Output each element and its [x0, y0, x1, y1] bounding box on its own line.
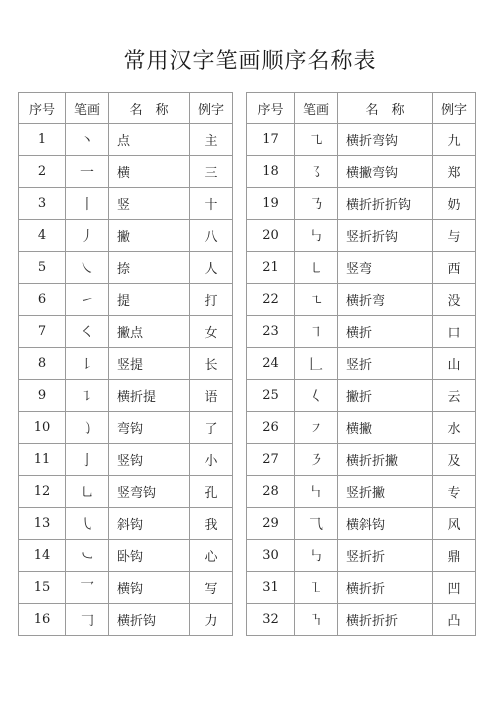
row-number: 28 [247, 476, 295, 508]
table-row [19, 444, 233, 476]
row-number: 18 [247, 156, 295, 188]
example-char: 水 [433, 412, 476, 444]
stroke-name: 竖折 [338, 348, 433, 380]
stroke-glyph: ㇙ [66, 348, 109, 380]
stroke-name: 点 [109, 124, 190, 156]
table-row [247, 252, 476, 284]
stroke-glyph: ㇉ [295, 540, 338, 572]
row-number: 11 [19, 444, 66, 476]
stroke-name: 捺 [109, 252, 190, 284]
header-num: 序号 [247, 93, 295, 124]
row-number: 31 [247, 572, 295, 604]
table-header-row [19, 93, 233, 124]
row-number: 5 [19, 252, 66, 284]
stroke-glyph: ㇇ [295, 412, 338, 444]
stroke-name: 横斜钩 [338, 508, 433, 540]
example-char: 及 [433, 444, 476, 476]
table-row [19, 604, 233, 636]
table-row [19, 540, 233, 572]
stroke-name: 横折弯钩 [338, 124, 433, 156]
table-row [19, 124, 233, 156]
stroke-table-left [18, 92, 233, 636]
stroke-name: 横撇 [338, 412, 433, 444]
table-header-row [247, 93, 476, 124]
stroke-name: 横折折折钩 [338, 188, 433, 220]
stroke-name: 横折折 [338, 572, 433, 604]
header-example: 例字 [433, 93, 476, 124]
stroke-name: 竖提 [109, 348, 190, 380]
header-name: 名 称 [109, 93, 190, 124]
stroke-glyph: ㇛ [66, 316, 109, 348]
stroke-glyph: ㇃ [66, 540, 109, 572]
example-char: 山 [433, 348, 476, 380]
stroke-name: 竖钩 [109, 444, 190, 476]
stroke-glyph: ㇌ [295, 156, 338, 188]
row-number: 3 [19, 188, 66, 220]
stroke-glyph: 丨 [66, 188, 109, 220]
example-char: 力 [190, 604, 233, 636]
row-number: 17 [247, 124, 295, 156]
example-char: 凹 [433, 572, 476, 604]
table-row [247, 348, 476, 380]
table-row [19, 476, 233, 508]
row-number: 10 [19, 412, 66, 444]
stroke-glyph: ㇟ [66, 476, 109, 508]
example-char: 主 [190, 124, 233, 156]
stroke-glyph: 丿 [66, 220, 109, 252]
stroke-name: 横折 [338, 316, 433, 348]
example-char: 风 [433, 508, 476, 540]
table-row [247, 124, 476, 156]
stroke-name: 横折钩 [109, 604, 190, 636]
row-number: 30 [247, 540, 295, 572]
stroke-name: 竖折撇 [338, 476, 433, 508]
stroke-name: 撇 [109, 220, 190, 252]
stroke-glyph: ㇋ [295, 444, 338, 476]
stroke-glyph: ㇏ [66, 252, 109, 284]
table-row [19, 284, 233, 316]
stroke-name: 提 [109, 284, 190, 316]
row-number: 9 [19, 380, 66, 412]
example-char: 女 [190, 316, 233, 348]
example-char: 奶 [433, 188, 476, 220]
table-row [247, 572, 476, 604]
example-char: 凸 [433, 604, 476, 636]
table-row [19, 220, 233, 252]
header-example: 例字 [190, 93, 233, 124]
stroke-glyph: 一 [66, 156, 109, 188]
row-number: 22 [247, 284, 295, 316]
stroke-glyph: ㇂ [66, 508, 109, 540]
stroke-name: 横折折撇 [338, 444, 433, 476]
example-char: 十 [190, 188, 233, 220]
example-char: 专 [433, 476, 476, 508]
table-row [247, 316, 476, 348]
row-number: 4 [19, 220, 66, 252]
table-row [247, 476, 476, 508]
stroke-name: 竖折折钩 [338, 220, 433, 252]
stroke-name: 卧钩 [109, 540, 190, 572]
example-char: 与 [433, 220, 476, 252]
stroke-name: 撇折 [338, 380, 433, 412]
stroke-glyph: ㇉ [295, 220, 338, 252]
header-stroke: 笔画 [295, 93, 338, 124]
row-number: 32 [247, 604, 295, 636]
table-row [247, 380, 476, 412]
stroke-glyph: ㇡ [295, 188, 338, 220]
table-row [19, 572, 233, 604]
table-row [19, 252, 233, 284]
example-char: 孔 [190, 476, 233, 508]
row-number: 13 [19, 508, 66, 540]
example-char: 云 [433, 380, 476, 412]
example-char: 语 [190, 380, 233, 412]
row-number: 8 [19, 348, 66, 380]
row-number: 16 [19, 604, 66, 636]
table-row [247, 284, 476, 316]
stroke-name: 弯钩 [109, 412, 190, 444]
table-row [247, 444, 476, 476]
table-row [247, 604, 476, 636]
table-row [247, 220, 476, 252]
stroke-glyph: ㇀ [66, 284, 109, 316]
stroke-name: 横折折折 [338, 604, 433, 636]
stroke-name: 竖弯 [338, 252, 433, 284]
header-num: 序号 [19, 93, 66, 124]
table-row [19, 412, 233, 444]
row-number: 15 [19, 572, 66, 604]
page-title: 常用汉字笔画顺序名称表 [123, 49, 377, 74]
row-number: 25 [247, 380, 295, 412]
row-number: 20 [247, 220, 295, 252]
table-row [247, 508, 476, 540]
stroke-name: 横撇弯钩 [338, 156, 433, 188]
row-number: 1 [19, 124, 66, 156]
stroke-glyph: 𠃊 [295, 348, 338, 380]
row-number: 24 [247, 348, 295, 380]
stroke-glyph: ㇍ [295, 284, 338, 316]
table-row [19, 188, 233, 220]
example-char: 长 [190, 348, 233, 380]
example-char: 八 [190, 220, 233, 252]
stroke-glyph: ㇕ [295, 316, 338, 348]
table-row [247, 540, 476, 572]
stroke-name: 撇点 [109, 316, 190, 348]
stroke-glyph: ㇄ [295, 252, 338, 284]
stroke-glyph: ⺄ [295, 508, 338, 540]
row-number: 14 [19, 540, 66, 572]
example-char: 打 [190, 284, 233, 316]
stroke-glyph: 𡿨 [295, 380, 338, 412]
example-char: 九 [433, 124, 476, 156]
stroke-glyph: ㇎ [295, 604, 338, 636]
stroke-glyph: ㇈ [295, 124, 338, 156]
example-char: 心 [190, 540, 233, 572]
example-char: 我 [190, 508, 233, 540]
row-number: 12 [19, 476, 66, 508]
stroke-glyph: ㇅ [295, 572, 338, 604]
stroke-name: 横折提 [109, 380, 190, 412]
stroke-name: 竖折折 [338, 540, 433, 572]
header-name: 名 称 [338, 93, 433, 124]
table-row [247, 412, 476, 444]
stroke-name: 横折弯 [338, 284, 433, 316]
example-char: 人 [190, 252, 233, 284]
stroke-name: 斜钩 [109, 508, 190, 540]
stroke-name: 横钩 [109, 572, 190, 604]
row-number: 26 [247, 412, 295, 444]
stroke-glyph: 丶 [66, 124, 109, 156]
stroke-name: 竖 [109, 188, 190, 220]
stroke-table-right [246, 92, 476, 636]
stroke-name: 竖弯钩 [109, 476, 190, 508]
example-char: 鼎 [433, 540, 476, 572]
stroke-glyph: ㇁ [66, 412, 109, 444]
header-stroke: 笔画 [66, 93, 109, 124]
table-row [19, 508, 233, 540]
table-row [247, 156, 476, 188]
row-number: 29 [247, 508, 295, 540]
table-row [19, 316, 233, 348]
table-row [19, 348, 233, 380]
table-row [19, 380, 233, 412]
table-row [19, 156, 233, 188]
row-number: 2 [19, 156, 66, 188]
row-number: 6 [19, 284, 66, 316]
stroke-glyph: ㇞ [295, 476, 338, 508]
row-number: 19 [247, 188, 295, 220]
example-char: 没 [433, 284, 476, 316]
example-char: 三 [190, 156, 233, 188]
row-number: 21 [247, 252, 295, 284]
table-row [247, 188, 476, 220]
stroke-glyph: 亅 [66, 444, 109, 476]
stroke-glyph: ㇊ [66, 380, 109, 412]
stroke-glyph: 乛 [66, 572, 109, 604]
row-number: 27 [247, 444, 295, 476]
stroke-name: 横 [109, 156, 190, 188]
example-char: 口 [433, 316, 476, 348]
example-char: 西 [433, 252, 476, 284]
stroke-glyph: 𠃌 [66, 604, 109, 636]
row-number: 23 [247, 316, 295, 348]
row-number: 7 [19, 316, 66, 348]
example-char: 小 [190, 444, 233, 476]
example-char: 了 [190, 412, 233, 444]
example-char: 写 [190, 572, 233, 604]
example-char: 郑 [433, 156, 476, 188]
